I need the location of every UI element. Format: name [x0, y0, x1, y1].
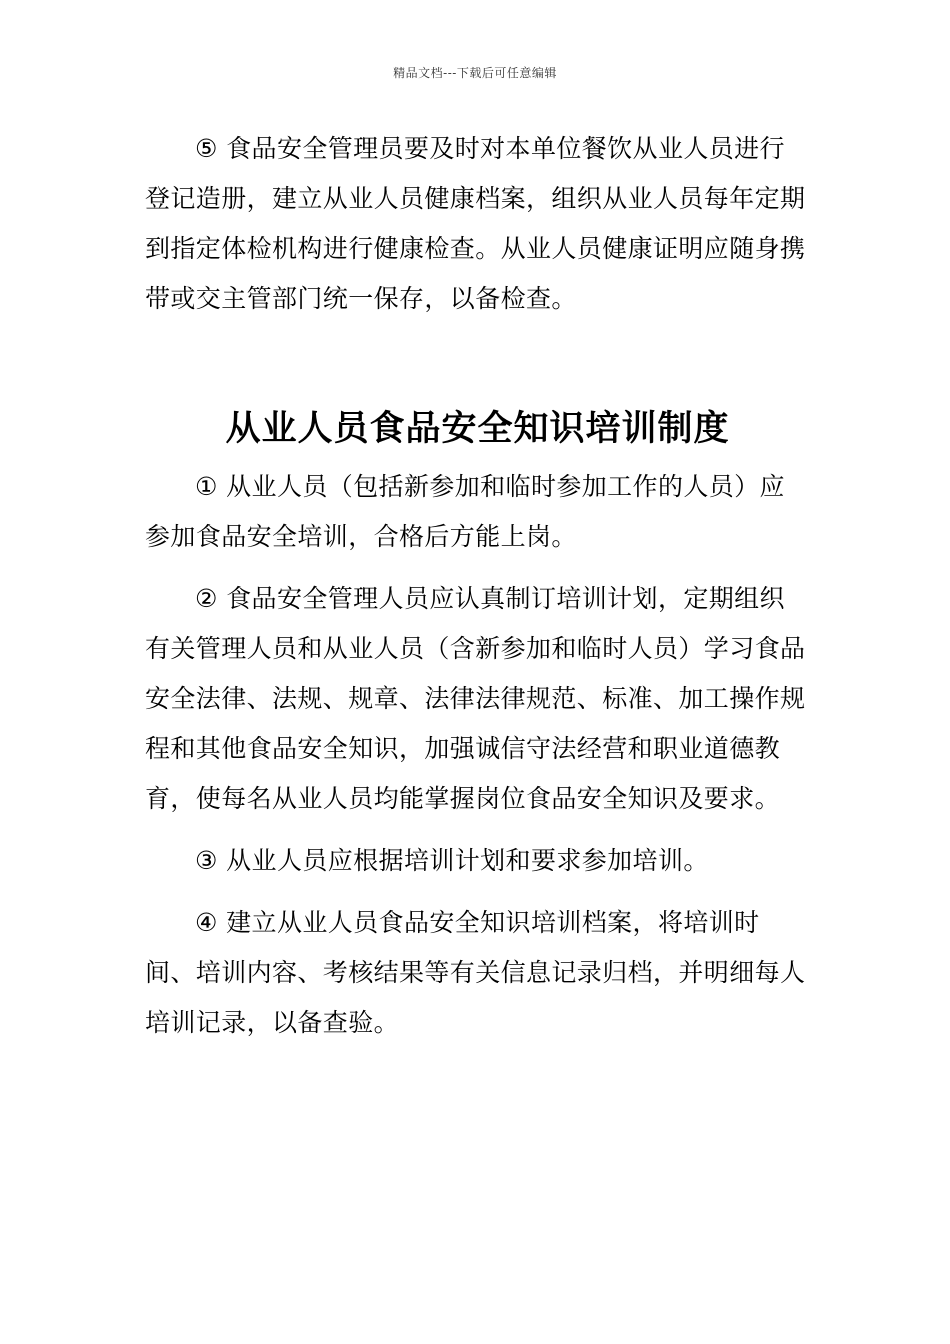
document-body	[145, 124, 810, 1048]
paragraph-gap	[145, 562, 810, 574]
page-header: 精品文档---下载后可任意编辑	[393, 66, 557, 80]
intro-paragraph: ⑤ 食品安全管理员要及时对本单位餐饮从业人员进行登记造册，建立从业人员健康档案，组织从业人员每年定期到指定体检机构进行健康检查。从业人员健康证明应随身携带或交主管部门统一保存，以备检查。	[145, 134, 806, 313]
section-paragraph-4: ④ 建立从业人员食品安全知识培训档案，将培训时间、培训内容、考核结果等有关信息记录归档，并明细每人培训记录，以备查验。	[145, 908, 806, 1037]
section-paragraph-1: ① 从业人员（包括新参加和临时参加工作的人员）应参加食品安全培训，合格后方能上岗。	[145, 472, 785, 551]
section-paragraph-2: ② 食品安全管理人员应认真制订培训计划，定期组织有关管理人员和从业人员（含新参加和临时人员）学习食品安全法律、法规、规章、法律法律规范、标准、加工操作规程和其他食品安全知识，加强诚信守法经营和职业道德教育，使每名从业人员均能掌握岗位食品安全知识及要求。	[145, 584, 806, 813]
section-paragraph-3: ③ 从业人员应根据培训计划和要求参加培训。	[195, 846, 709, 875]
section-title: 从业人员食品安全知识培训制度	[225, 409, 730, 449]
paragraph-gap	[145, 824, 810, 836]
paragraph-gap	[145, 886, 810, 898]
